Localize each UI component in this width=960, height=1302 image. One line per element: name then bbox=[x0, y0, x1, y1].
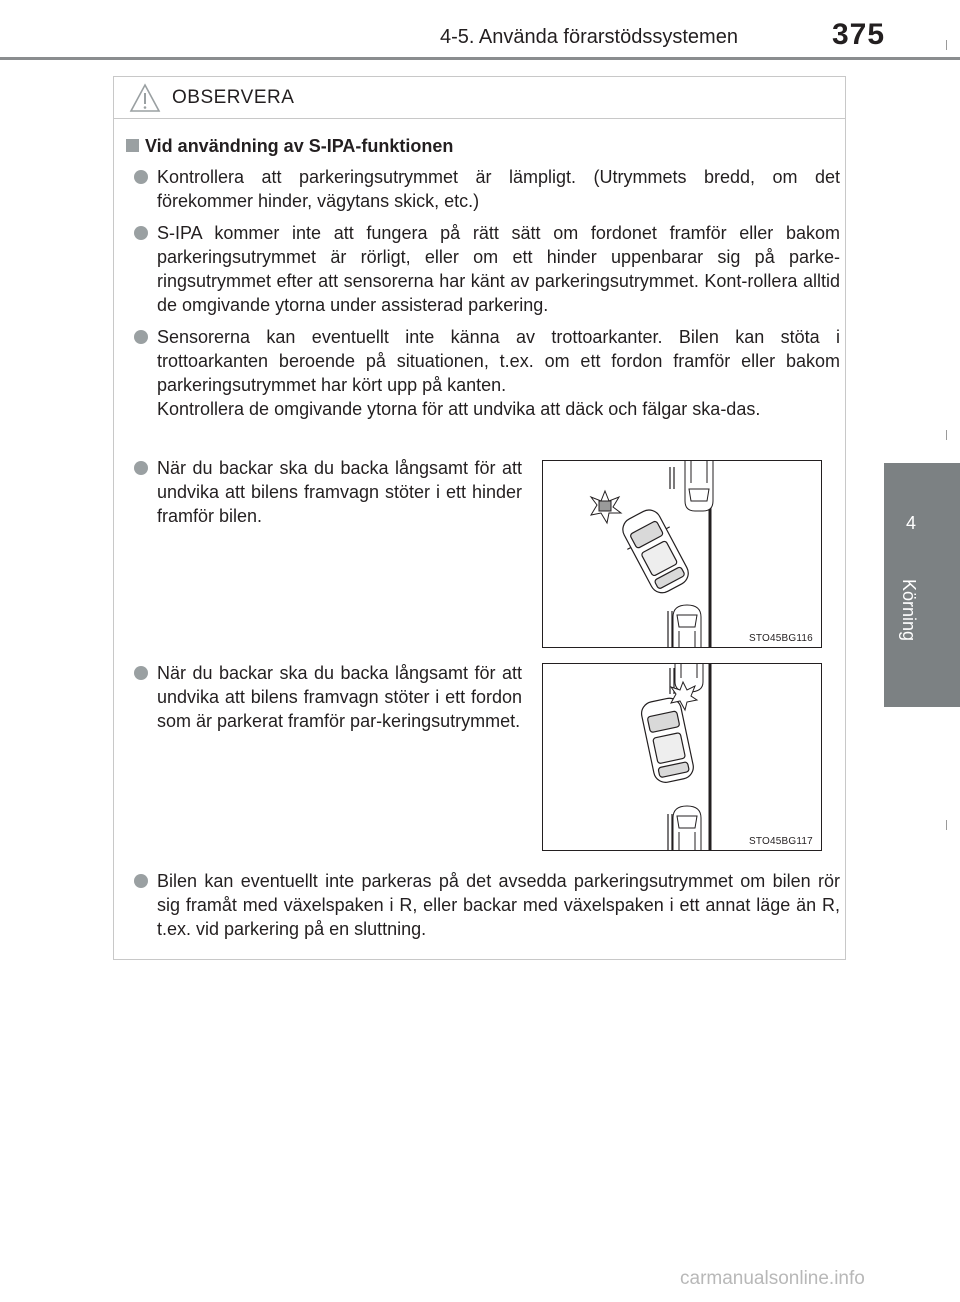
list-item-text: Kontrollera att parkeringsutrymmet är lämpligt. (Utrymmets bredd, om det förekommer hinder, vägytans skick, etc.) bbox=[157, 167, 840, 211]
bullet-dot-icon bbox=[134, 170, 148, 184]
bullet-dot-icon bbox=[134, 330, 148, 344]
illustration-reversing-parked-car bbox=[542, 663, 822, 851]
list-item-text: S-IPA kommer inte att fungera på rätt sätt om fordonet framför eller bakom parkeringsutrymmet är rörligt, eller om ett hinder uppenbarar sig på parke-ringsutrymmet efter att sensorerna har känt av parkeringsutrymmet. Kont-rollera alltid de omgivande ytorna under assisterad parkering. bbox=[157, 223, 840, 315]
figure-code: STO45BG117 bbox=[749, 836, 813, 847]
list-item-text-extra: Kontrollera de omgivande ytorna för att undvika att däck och fälgar ska-das. bbox=[157, 399, 761, 419]
list-item-text: När du backar ska du backa långsamt för att undvika att bilens framvagn stöter i ett fordon som är parkerat framför par-keringsutrymmet. bbox=[157, 663, 522, 731]
reversing-car bbox=[615, 504, 696, 599]
sub-heading-text: Vid användning av S-IPA-funktionen bbox=[145, 136, 454, 156]
chapter-name: Körning bbox=[899, 579, 919, 642]
list-item bbox=[134, 325, 840, 421]
warning-triangle-icon bbox=[129, 83, 161, 113]
parking-diagram-2 bbox=[543, 664, 821, 850]
section-title: 4-5. Använda förarstödssystemen bbox=[440, 26, 738, 48]
caution-title: OBSERVERA bbox=[172, 87, 295, 108]
bullet-dot-icon bbox=[134, 461, 148, 475]
reversing-car bbox=[639, 696, 695, 785]
list-item-text: Bilen kan eventuellt inte parkeras på det avsedda parkeringsutrymmet om bilen rör sig framåt med växelspaken i R, eller backar med växelspaken i ett annat läge än R, t.ex. vid parkering på en sluttning. bbox=[157, 871, 840, 939]
list-item bbox=[134, 456, 522, 528]
side-tick bbox=[946, 820, 947, 830]
impact-burst-icon bbox=[591, 491, 621, 523]
bullet-dot-icon bbox=[134, 226, 148, 240]
chapter-tab bbox=[884, 463, 960, 707]
parked-car-rear bbox=[673, 806, 701, 850]
bullet-dot-icon bbox=[134, 666, 148, 680]
page-number: 375 bbox=[832, 18, 886, 51]
list-item bbox=[134, 869, 840, 941]
figure-code: STO45BG116 bbox=[749, 633, 813, 644]
bullet-dot-icon bbox=[134, 874, 148, 888]
parked-car-rear bbox=[673, 605, 701, 647]
side-tick bbox=[946, 430, 947, 440]
parking-diagram-1 bbox=[543, 461, 821, 647]
parked-car-front bbox=[685, 461, 713, 511]
header-rule bbox=[0, 57, 960, 60]
square-bullet-icon bbox=[126, 139, 139, 152]
list-item-text: När du backar ska du backa långsamt för att undvika att bilens framvagn stöter i ett hinder framför bilen. bbox=[157, 458, 522, 526]
illustration-reversing-obstacle bbox=[542, 460, 822, 648]
watermark: carmanualsonline.info bbox=[680, 1268, 865, 1289]
chapter-number: 4 bbox=[905, 513, 916, 533]
side-tick bbox=[946, 40, 947, 50]
list-item bbox=[134, 661, 522, 733]
list-item bbox=[134, 165, 840, 213]
parked-car-front bbox=[675, 664, 703, 692]
list-item bbox=[134, 221, 840, 317]
sub-heading bbox=[126, 136, 453, 157]
list-item-text: Sensorerna kan eventuellt inte känna av trottoarkanter. Bilen kan stöta i trottoarkanten beroende på situationen, t.ex. om ett fordon framför eller bakom parkeringsutrymmet har kört upp på kanten. bbox=[157, 327, 840, 395]
caution-box-header bbox=[114, 77, 845, 119]
